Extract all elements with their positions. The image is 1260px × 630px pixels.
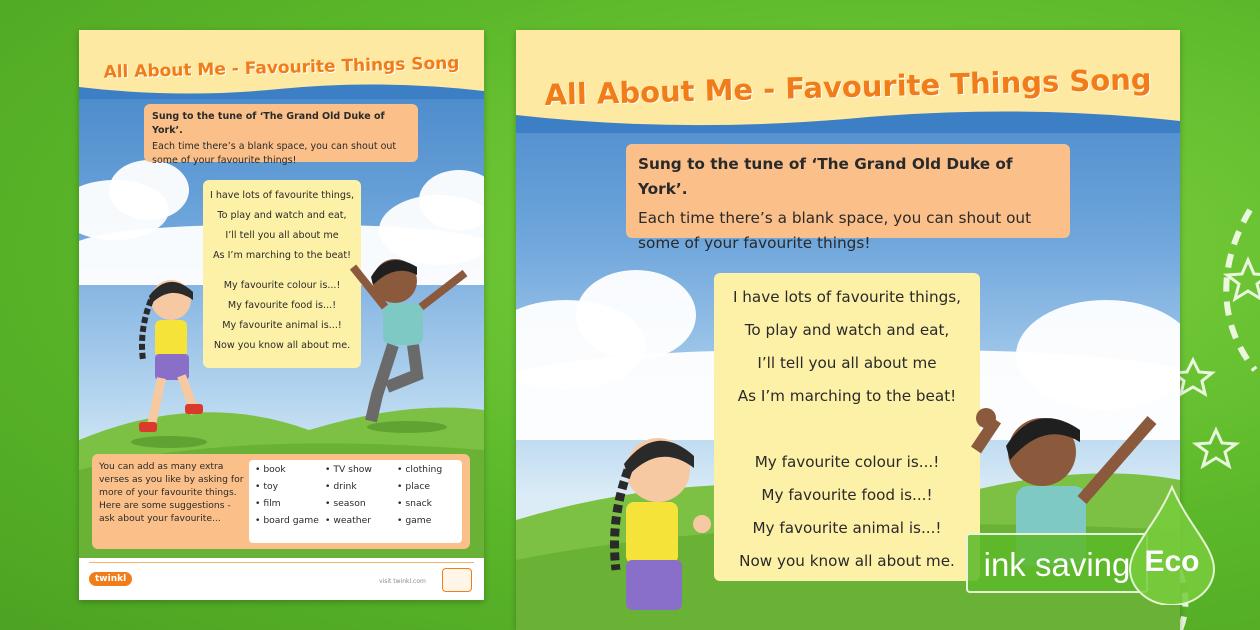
suggestion-item: • book [255, 464, 286, 475]
lyric-line: To play and watch and eat, [744, 321, 950, 339]
lyric-line: I’ll tell you all about me [225, 230, 339, 241]
lyric-line: Now you know all about me. [213, 339, 351, 351]
ink-saving-label: ink saving [966, 533, 1148, 593]
suggestion-item: • toy [255, 481, 279, 492]
boy-illustration [347, 245, 477, 435]
suggestion-item: • season [325, 498, 366, 509]
poster-title: All About Me - Favourite Things Song [544, 62, 1152, 112]
suggestion-item: • drink [325, 481, 357, 492]
tune-line: Sung to the tune of ‘The Grand Old Duke of York’. [152, 111, 385, 136]
tune-box [626, 144, 1070, 252]
lyric-line: My favourite food is...! [227, 299, 337, 311]
suggestion-item: • clothing [397, 464, 443, 475]
suggestion-item: • film [255, 498, 281, 509]
twinkl-logo: twinkl [89, 572, 132, 586]
eco-label: Eco [1144, 545, 1200, 578]
footer-url: visit twinkl.com [379, 578, 426, 585]
girl-illustration [119, 270, 209, 450]
lyric-line: My favourite animal is...! [752, 519, 942, 537]
lyric-line: My favourite colour is...! [223, 279, 341, 291]
poster-title: All About Me - Favourite Things Song [103, 53, 460, 83]
suggestion-item: • TV show [325, 464, 372, 475]
lyric-line: I have lots of favourite things, [732, 288, 962, 306]
suggestion-item: • snack [397, 498, 432, 509]
tune-line: Sung to the tune of ‘The Grand Old Duke of York’. [638, 155, 1013, 198]
poster-thumbnail [79, 30, 484, 600]
lyric-line: As I’m marching to the beat! [212, 250, 352, 261]
suggestion-item: • weather [325, 515, 371, 526]
lyrics-box [714, 273, 980, 581]
lyric-line: I have lots of favourite things, [209, 190, 355, 201]
quality-badge-icon [442, 568, 472, 592]
lyric-line: As I’m marching to the beat! [737, 387, 957, 405]
poster-footer [79, 558, 484, 600]
suggestions-box [249, 460, 462, 543]
star-icon [1227, 260, 1260, 299]
suggestion-item: • place [397, 481, 431, 492]
instruction-text: Each time there’s a blank space, you can shout out some of your favourite things! [152, 141, 397, 166]
star-icon [1196, 430, 1236, 466]
instruction-text: Each time there’s a blank space, you can shout out some of your favourite things! [638, 209, 1032, 252]
lyric-line: I’ll tell you all about me [757, 354, 937, 372]
extra-verses-text: You can add as many extra verses as you like by asking for more of your favourite things. Here are some suggestions - ask about your favourite... [99, 461, 244, 524]
girl-illustration [596, 420, 716, 630]
lyrics-box [203, 180, 361, 368]
suggestion-item: • game [397, 515, 432, 526]
suggestion-item: • board game [255, 515, 319, 526]
lyric-line: My favourite animal is...! [222, 319, 342, 331]
lyric-line: My favourite food is...! [761, 486, 933, 504]
lyric-line: My favourite colour is...! [754, 453, 940, 471]
lyric-line: Now you know all about me. [739, 552, 955, 570]
tune-box [144, 104, 418, 166]
lyric-line: To play and watch and eat, [217, 210, 347, 221]
